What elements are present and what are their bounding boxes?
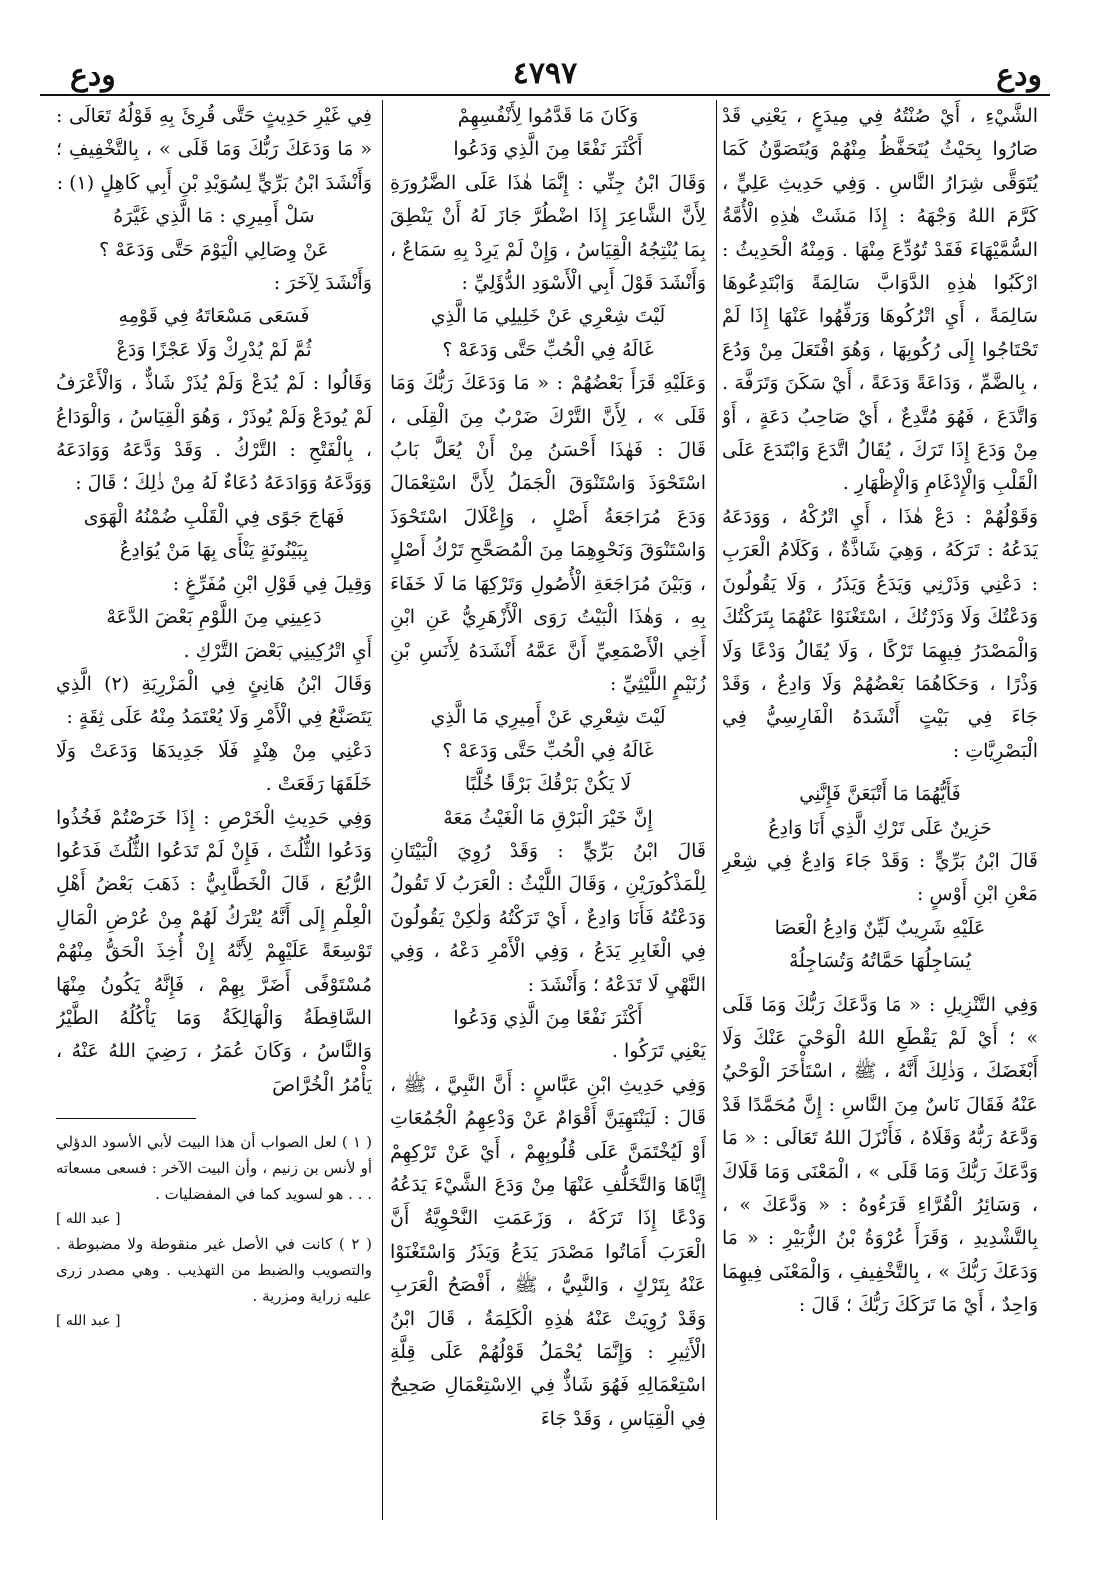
paragraph: وَعَلَيْهِ قَرَأَ بَعْضُهُمْ : « مَا وَدَعَكَ رَبُّكَ وَمَا قَلَى » ، لِأَنَّ التَّرْكَ ضَرْبٌ مِنَ الْقِلَى ، قَالَ : فَهٰذَا أَحْسَنُ مِنْ أَنْ يُعَلَّ بَابُ اسْتَحْوَذَ وَاسْتَنْوَقَ الْجَمَلُ لِأَنَّ اسْتِعْمَالَ وَدَعَ مُرَاجَعَةُ أَصْلٍ ، وَإِعْلَالَ اسْتَحْوَذَ وَاسْتَنْوَقَ وَنَحْوِهِمَا مِنَ الْمُصَحَّحِ تَرْكُ أَصْلٍ ، وَبَيْنَ مُرَاجَعَةِ الْأُصُولِ وَتَرْكِهَا مَا لَا خَفَاءَ بِهِ ، وَهٰذَا الْبَيْتُ رَوَى الْأَزْهَرِيُّ عَنِ ابْنِ أَخِي الْأَصْمَعِيِّ أَنَّ عَمَّهُ أَنْشَدَهُ لِأَنَسِ بْنِ زُنَيْمٍ اللَّيْثِيِّ : [390, 372, 706, 695]
footnote-signature: [ عبد الله ] [56, 1211, 121, 1228]
verse-line: عَلَيْهِ شَرِيبٌ لَيِّنٌ وَادِعُ الْعَصَا [774, 916, 986, 939]
verse-line: بِبَيْنُونَةٍ يَنْأَى بِهَا مَنْ يُوَادِعُ [119, 539, 309, 562]
verse-line: عَنْ وِصَالِي الْيَوْمَ حَتَّى وَدَعَهْ ؟ [99, 238, 329, 261]
verse-line: حَزِينٌ عَلَى تَرْكِ الَّذِي أَنَا وَادِعُ [768, 816, 992, 839]
verse-line: فَهَاجَ جَوًى فِي الْقَلْبِ ضُمْنُهُ الْهَوَى [83, 505, 345, 528]
verse-line: لَا يَكُنْ بَرْقُكَ بَرْقًا خُلَّبًا [464, 773, 632, 796]
page-header [40, 54, 1050, 96]
footnote-separator [56, 1118, 196, 1119]
running-head-left: ودع [70, 58, 116, 93]
verse-line: فَأَيُّهُمَا مَا أَتْبَعَنَّ فَإِنَّنِي [799, 783, 961, 806]
verse-line: سَلْ أَمِيرِي : مَا الَّذِي غَيَّرَهُ [113, 205, 315, 228]
verse-line: يُسَاجِلُهَا حَمَّاتُهُ وَتُسَاجِلُهْ [788, 950, 972, 973]
paragraph: وَأَنْشَدَ لِآخَرَ : [273, 272, 372, 295]
verse-line: وَكَانَ مَا قَدَّمُوا لِأَنْفُسِهِمْ [457, 105, 639, 127]
paragraph: وَفِي التَّنْزِيلِ : « مَا وَدَّعَكَ رَبُّكَ وَمَا قَلَى » ؛ أَيْ لَمْ يَقْطَعِ اللهُ الْوَحْيَ عَنْكَ وَلَا أَبْغَضَكَ ، وَذٰلِكَ أَنَّهُ ، ﷺ ، اسْتَأْخَرَ الْوَحْيُ عَنْهُ فَقَالَ نَاسٌ مِنَ النَّاسِ : إِنَّ مُحَمَّدًا قَدْ وَدَّعَهُ رَبُّهُ وَقَلَاهُ ، فَأَنْزَلَ اللهُ تَعَالَى : « مَا وَدَّعَكَ رَبُّكَ وَمَا قَلَى » ، الْمَعْنَى وَمَا قَلَاكَ ، وَسَائِرُ الْقُرَّاءِ قَرَءُوهُ : « وَدَّعَكَ » ، بِالتَّشْدِيدِ ، وَقَرَأَ عُرْوَةُ بْنُ الزُّبَيْرِ : « مَا وَدَعَكَ رَبُّكَ » ، بِالتَّخْفِيفِ ، وَالْمَعْنَى فِيهِمَا وَاحِدٌ ، أَيْ مَا تَرَكَكَ رَبُّكَ ؛ قَالَ : [722, 993, 1038, 1317]
paragraph: أَيِ اتْرُكِينِي بَعْضَ التَّرْكِ . [183, 639, 372, 662]
footnote-signature: [ عبد الله ] [56, 1313, 121, 1330]
verse-line: ثُمَّ لَمْ يُدْرِكْ وَلَا عَجْزًا وَدَعْ [116, 338, 312, 361]
column-divider [382, 100, 383, 1520]
paragraph: الشَّيْءِ ، أَيْ صُنْتُهُ فِي مِيدَعٍ ، يَعْنِي قَدْ صَارُوا بِحَيْثُ يُتَحَفَّظُ مِنْهُمْ وَيُتَصَوَّنُ كَمَا يُتَوَقَّى شِرَارُ النَّاسِ . وَفِي حَدِيثِ عَلِيٍّ ، كَرَّمَ اللهُ وَجْهَهُ : إِذَا مَشَتْ هٰذِهِ الْأُمَّةُ السُّمَّيْهَاءَ فَقَدْ تُوُدِّعَ مِنْهَا . وَمِنْهُ الْحَدِيثُ : ارْكَبُوا هٰذِهِ الدَّوَابَّ سَالِمَةً وَابْتَدِعُوهَا سَالِمَةً ، أَيِ اتْرُكُوهَا وَرَفِّهُوا عَنْهَا إِذَا لَمْ تَحْتَاجُوا إِلَى رُكُوبِهَا ، وَهُوَ افْتَعَلَ مِنْ وَدُعَ ، بِالضَّمِّ ، وَدَاعَةً وَدَعَةً ، أَيْ سَكَنَ وَتَرَفَّهَ . وَاتَّدَعَ ، فَهُوَ مُتَّدِعٌ ، أَيْ صَاحِبُ دَعَةٍ ، أَوْ مِنْ وَدَعَ إِذَا تَرَكَ ، يُقَالُ اتَّدَعَ وَابْتَدَعَ عَلَى الْقَلْبِ وَالْإِدْغَامِ وَالْإِظْهَارِ . [722, 105, 1038, 495]
verse-line: غَالَهُ فِي الْحُبِّ حَتَّى وَدَعَهْ ؟ [442, 338, 654, 361]
verse-line: دَعِينِي مِنَ اللَّوْمِ بَعْضَ الدَّعَهْ [106, 606, 322, 629]
paragraph: دَعْنِي مِنْ هِنْدٍ فَلَا جَدِيدَهَا وَدَعَتْ وَلَا خَلَقَهَا رَقَعَتْ . [56, 739, 372, 796]
footnote: ( ٢ ) كانت في الأصل غير منقوطة ولا مضبوطة . والتصويب والضبط من التهذيب . وهي مصدر زرى عليه زراية ومزرية . [56, 1235, 372, 1306]
footnote: ( ١ ) لعل الصواب أن هذا البيت لأبي الأسود الدؤلي أو لأنس بن زنيم ، وأن البيت الآخر : فسعى مسعاته . . . هو لسويد كما في المفضليات . [56, 1133, 372, 1204]
paragraph: قَالَ ابْنُ بَرِّيٍّ : وَقَدْ جَاءَ وَادِعٌ فِي شِعْرِ مَعْنِ ابْنِ أَوْسٍ : [722, 849, 1038, 906]
verse-line: غَالَهُ فِي الْحُبِّ حَتَّى وَدَعَهْ ؟ [442, 739, 654, 762]
verse-line: فَسَعَى مَسْعَاتَهُ فِي قَوْمِهِ [118, 305, 310, 328]
paragraph: وَفِي حَدِيثِ الْخَرْصِ : إِذَا خَرَصْتُمْ فَخُذُوا وَدَعُوا الثُّلُثَ ، فَإِنْ لَمْ تَدَعُوا الثُّلُثَ فَدَعُوا الرُّبُعَ ، قَالَ الْخَطَّابِيُّ : ذَهَبَ بَعْضُ أَهْلِ الْعِلْمِ إِلَى أَنَّهُ يُتْرَكُ لَهُمْ مِنْ عُرْضِ الْمَالِ تَوْسِعَةً عَلَيْهِمْ لِأَنَّهُ إِنْ أُخِذَ الْحَقُّ مِنْهُمْ مُسْتَوْفًى أَضَرَّ بِهِمْ ، فَإِنَّهُ يَكُونُ مِنْهَا السَّاقِطَةُ وَالْهَالِكَةُ وَمَا يَأْكُلُهُ الطَّيْرُ وَالنَّاسُ ، وَكَانَ عُمَرُ ، رَضِيَ اللهُ عَنْهُ ، يَأْمُرُ الْخُرَّاصَ [56, 806, 372, 1096]
paragraph: يَعْنِي تَرَكُوا . [611, 1040, 706, 1063]
column-divider [716, 100, 717, 1520]
text-column-left [56, 100, 372, 1520]
paragraph: قَالَ ابْنُ بَرِّيٍّ : وَقَدْ رُوِيَ الْبَيْتَانِ لِلْمَذْكُورَيْنِ ، وَقَالَ اللَّيْثُ : الْعَرَبُ لَا تَقُولُ وَدَعْتُهُ فَأَنَا وَادِعٌ ، أَيْ تَرَكْتُهُ وَلٰكِنْ يَقُولُونَ فِي الْغَابِرِ يَدَعُ ، وَفِي الْأَمْرِ دَعْهُ ، وَفِي النَّهْيِ لَا تَدَعْهُ ؛ وَأَنْشَدَ : [390, 839, 706, 996]
verse-line: أَكْثَرَ نَفْعًا مِنَ الَّذِي وَدَعُوا [453, 1006, 643, 1029]
paragraph: وَقِيلَ فِي قَوْلِ ابْنِ مُفَرِّغٍ : [172, 572, 372, 595]
running-head-right: ودع [996, 58, 1042, 93]
text-column-right [722, 100, 1038, 1520]
paragraph: وَقَالَ ابْنُ هَانِئٍ فِي الْمَزْرِيَةِ (٢) الَّذِي يَتَصَنَّعُ فِي الْأَمْرِ وَلَا يُعْتَمَدُ مِنْهُ عَلَى ثِقَةٍ : [56, 672, 372, 729]
verse-line: لَيْتَ شِعْرِي عَنْ أَمِيرِي مَا الَّذِي [430, 706, 666, 729]
verse-line: إِنَّ خَيْرَ الْبَرْقِ مَا الْغَيْثُ مَعَهْ [443, 806, 653, 829]
paragraph: فِي غَيْرِ حَدِيثٍ حَتَّى قُرِئَ بِهِ قَوْلُهُ تَعَالَى : « مَا وَدَعَكَ رَبُّكَ وَمَا قَلَى » ، بِالتَّخْفِيفِ ؛ وَأَنْشَدَ ابْنُ بَرِّيٍّ لِسُوَيْدِ بْنِ أَبِي كَاهِلٍ (١) : [56, 105, 372, 194]
verse-line: أَكْثَرَ نَفْعًا مِنَ الَّذِي وَدَعُوا [453, 138, 643, 161]
paragraph: وَفِي حَدِيثِ ابْنِ عَبَّاسٍ : أَنَّ النَّبِيَّ ، ﷺ ، قَالَ : لَيَنْتَهِيَنَّ أَقْوَامٌ عَنْ وَدْعِهِمُ الْجُمُعَاتِ أَوْ لَيُخْتَمَنَّ عَلَى قُلُوبِهِمْ ، أَيْ عَنْ تَرْكِهِمْ إِيَّاهَا وَالتَّخَلُّفِ عَنْهَا مِنْ وَدَعَ الشَّيْءَ يَدَعُهُ وَدْعًا إِذَا تَرَكَهُ ، وَزَعَمَتِ النَّحْوِيَّةُ أَنَّ الْعَرَبَ أَمَاتُوا مَصْدَرَ يَدَعُ وَيَذَرُ وَاسْتَغْنَوْا عَنْهُ بِتَرْكٍ ، وَالنَّبِيُّ ، ﷺ ، أَفْصَحُ الْعَرَبِ وَقَدْ رُوِيَتْ عَنْهُ هٰذِهِ الْكَلِمَةُ ، قَالَ ابْنُ الْأَثِيرِ : وَإِنَّمَا يُحْمَلُ قَوْلُهُمْ عَلَى قِلَّةِ اسْتِعْمَالِهِ فَهُوَ شَاذٌّ فِي الِاسْتِعْمَالِ صَحِيحٌ فِي الْقِيَاسِ ، وَقَدْ جَاءَ [390, 1073, 706, 1430]
verse-line: لَيْتَ شِعْرِي عَنْ خَلِيلِي مَا الَّذِي [430, 305, 666, 328]
text-column-middle [390, 100, 706, 1520]
page-number: ٤٧٩٧ [512, 56, 578, 91]
paragraph: وَقَالُوا : لَمْ يُدَعْ وَلَمْ يُذَرْ شَاذٌّ ، وَالْأَعْرَفُ لَمْ يُودَعْ وَلَمْ يُوذَرْ ، وَهُوَ الْقِيَاسُ ، وَالْوَدَاعُ ، بِالْفَتْحِ : التَّرْكُ . وَقَدْ وَدَّعَهُ وَوَادَعَهُ وَوَدَّعَهُ وَوَادَعَهُ دُعَاءٌ لَهُ مِنْ ذٰلِكَ ؛ قَالَ : [56, 372, 372, 495]
paragraph: وَقَالَ ابْنُ جِنِّي : إِنَّمَا هٰذَا عَلَى الضَّرُورَةِ لِأَنَّ الشَّاعِرَ إِذَا اضْطُرَّ جَازَ لَهُ أَنْ يَنْطِقَ بِمَا يُنْتِجُهُ الْقِيَاسُ ، وَإِنْ لَمْ يَرِدْ بِهِ سَمَاعٌ ، وَأَنْشَدَ قَوْلَ أَبِي الْأَسْوَدِ الدُّؤَلِيِّ : [390, 171, 706, 295]
paragraph: وَقَوْلُهُمْ : دَعْ هٰذَا ، أَيِ اتْرُكْهُ ، وَوَدَعَهُ يَدَعُهُ : تَرَكَهُ ، وَهِيَ شَاذَّةٌ ، وَكَلَامُ الْعَرَبِ : دَعْنِي وَذَرْنِي وَيَدَعُ وَيَذَرُ ، وَلَا يَقُولُونَ وَدَعْتُكَ وَلَا وَذَرْتُكَ ، اسْتَغْنَوْا عَنْهُمَا بِتَرَكْتُكَ وَالْمَصْدَرُ فِيهِمَا تَرْكًا ، وَلَا يُقَالُ وَدْعًا وَلَا وَذْرًا ، وَحَكَاهُمَا بَعْضُهُمْ وَلَا وَادِعٌ ، وَقَدْ جَاءَ فِي بَيْتٍ أَنْشَدَهُ الْفَارِسِيُّ فِي الْبَصْرِيَّاتِ : [722, 505, 1038, 762]
